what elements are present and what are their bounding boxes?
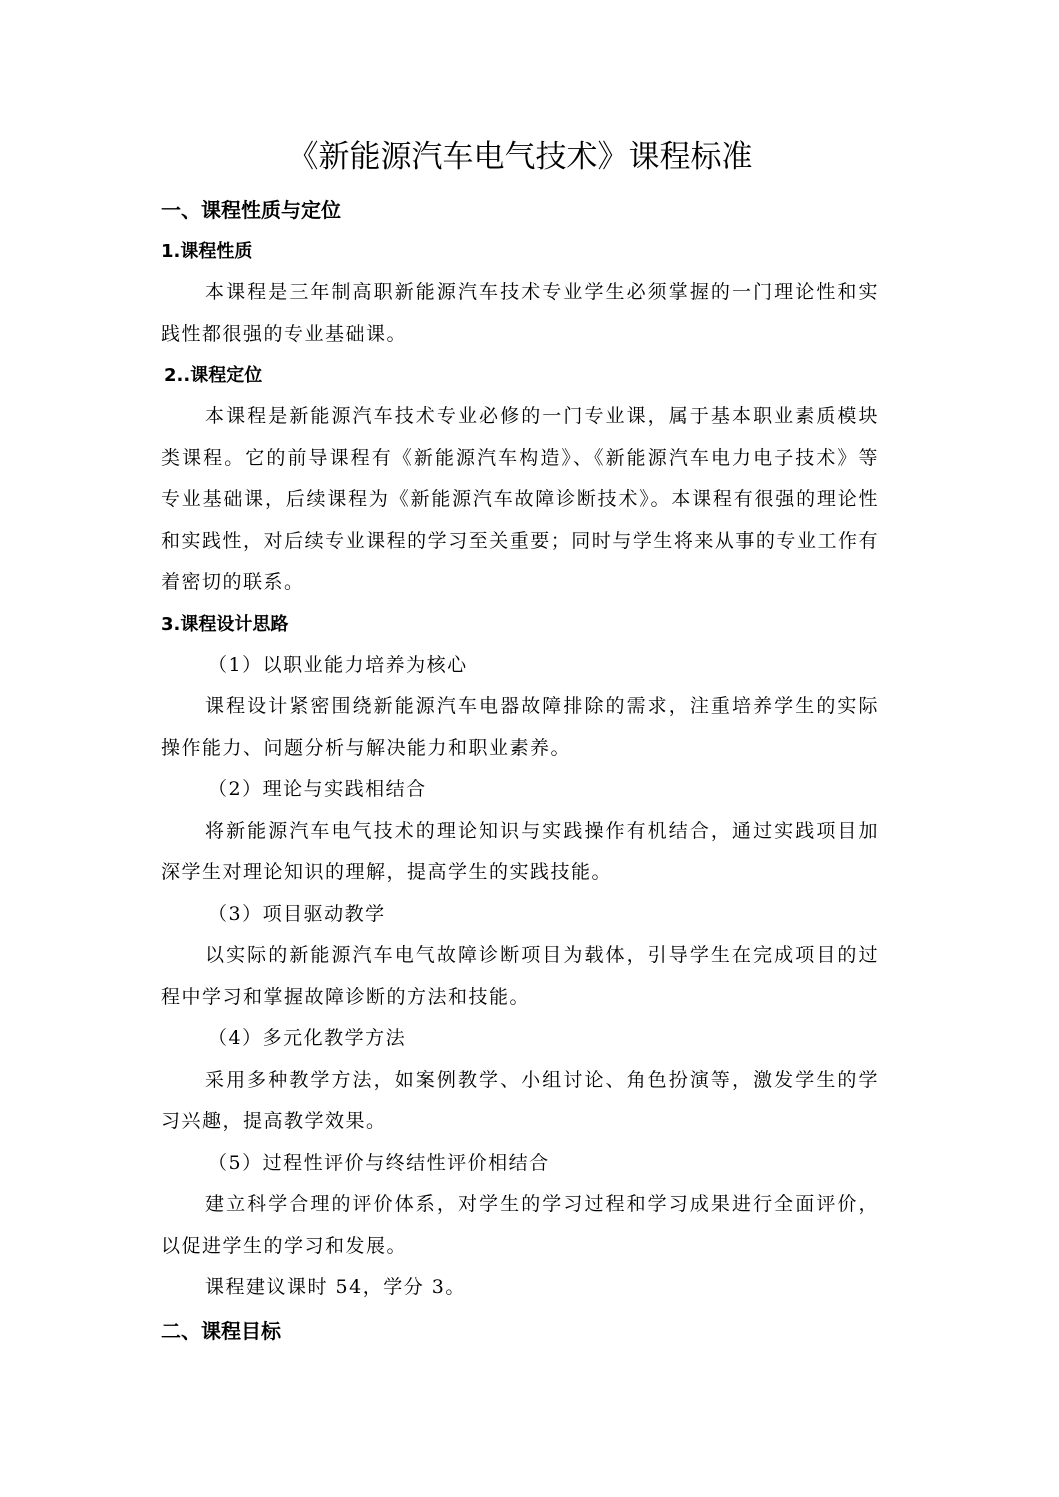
design-item-text: 以实际的新能源汽车电气故障诊断项目为载体，引导学生在完成项目的过程中学习和掌握故障诊断的方法和技能。 bbox=[161, 944, 879, 1008]
paragraph-course-nature: 本课程是三年制高职新能源汽车技术专业学生必须掌握的一门理论性和实践性都很强的专业基础课。 bbox=[161, 281, 879, 345]
design-item-text: 课程设计紧密围绕新能源汽车电器故障排除的需求，注重培养学生的实际操作能力、问题分析与解决能力和职业素养。 bbox=[161, 695, 879, 759]
section-heading-course-objectives: 二、课程目标 bbox=[161, 1318, 281, 1343]
design-item-text: 将新能源汽车电气技术的理论知识与实践操作有机结合，通过实践项目加深学生对理论知识的理解，提高学生的实践技能。 bbox=[161, 819, 879, 883]
subheading-course-design: 3.课程设计思路 bbox=[161, 613, 289, 635]
paragraph-hours-credits: 课程建议课时 54，学分 3。 bbox=[205, 1276, 466, 1298]
document-title: 《新能源汽车电气技术》课程标准 bbox=[287, 139, 753, 175]
design-item-label: （5）过程性评价与终结性评价相结合 bbox=[208, 1151, 550, 1174]
subheading-course-nature: 1.课程性质 bbox=[161, 241, 253, 262]
section-heading-nature-positioning: 一、课程性质与定位 bbox=[161, 198, 341, 222]
design-item-label: （2）理论与实践相结合 bbox=[208, 778, 427, 800]
design-item-label: （3）项目驱动教学 bbox=[208, 902, 386, 925]
design-item-text: 建立科学合理的评价体系，对学生的学习过程和学习成果进行全面评价，以促进学生的学习和发展。 bbox=[161, 1193, 879, 1257]
design-item-label: （1）以职业能力培养为核心 bbox=[208, 653, 468, 676]
paragraph-course-positioning: 本课程是新能源汽车技术专业必修的一门专业课，属于基本职业素质模块类课程。它的前导课程有《新能源汽车构造》、《新能源汽车电力电子技术》等专业基础课，后续课程为《新能源汽车故障诊断技术》。本课程有很强的理论性和实践性，对后续专业课程的学习至关重要；同时与学生将来从事的专业工作有着密切的联系。 bbox=[161, 405, 879, 593]
subheading-course-positioning: 2..课程定位 bbox=[164, 365, 263, 386]
document-content bbox=[161, 138, 879, 1352]
design-item-label: （4）多元化教学方法 bbox=[208, 1027, 407, 1049]
design-item-text: 采用多种教学方法，如案例教学、小组讨论、角色扮演等，激发学生的学习兴趣，提高教学效果。 bbox=[161, 1068, 879, 1132]
